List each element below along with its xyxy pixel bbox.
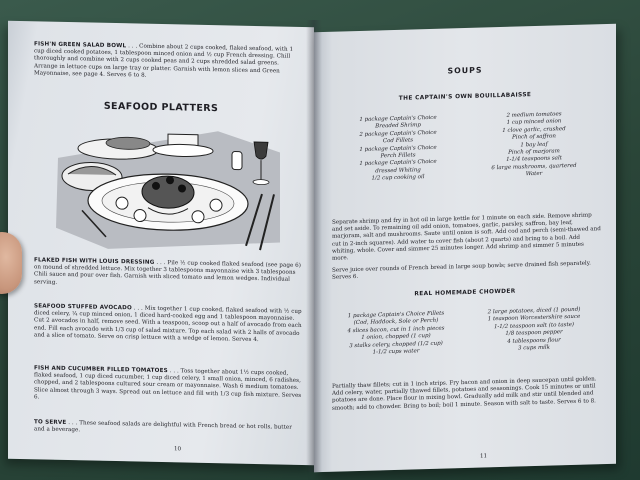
section-title: SEAFOOD PLATTERS (103, 100, 219, 115)
ingredient: 6 large mushrooms, quartered (491, 162, 577, 172)
left-page (8, 21, 314, 465)
ingredient: Cod Fillets (382, 137, 414, 145)
recipe-text: . . . Pile ½ cup cooked flaked seafood (see page 6) on mound of shredded lettuce. Mix together 3 tablespoons mayonnaise with 3 tablespoons Chili sauce and pour over fish. Garnish with sliced tomato and lemon wedges. Individual serving. (34, 259, 301, 286)
ingredient-list-left (328, 114, 468, 185)
ingredient: Water (525, 171, 543, 178)
recipe-louis-dressing (34, 257, 304, 291)
ingredient-list-left (326, 310, 466, 358)
ingredient: 2 large potatoes, diced (1 pound) (487, 306, 581, 316)
book-gutter (306, 20, 322, 472)
ingredient-list-right (464, 306, 604, 354)
intro-recipe (34, 41, 302, 83)
ingredient: 1-1/4 teaspoons salt (506, 155, 562, 164)
recipe-text: . . . Combine about 2 cups cooked, flaked seafood, with 1 cup diced cooked potatoes, 1 tablespoon minced onion and ½ cup French dressing. Chill thoroughly and combine with 2 cups cooked peas and 2 cups shredded salad greens. Arrange in lettuce cups on large tray or platter. Garnish with lemon slices and Green Mayonnaise, see page 4. Serves 6 to 8. (34, 43, 294, 79)
recipe-to-serve (34, 419, 304, 439)
ingredient: Perch Fillets (380, 152, 416, 160)
ingredient: 1 bay leaf (520, 141, 548, 149)
recipe-directions: Partially thaw fillets; cut in 1 inch strips. Fry bacon and onion in deep saucepan until golden. Add celery, water, partially thawed fillets, potatoes and seasonings. Cook 15 minutes or until potatoes are done. Place flour in mixing bowl. Gradually add milk and stir until blended and smooth; add to chowder. Bring to boil; boil 1 minute. Season with salt to taste. Serves 6 to 8. (332, 376, 597, 412)
ingredient: 3 cups milk (517, 344, 551, 352)
right-page (314, 24, 616, 472)
recipe-lead: TO SERVE (34, 419, 67, 427)
ingredient: 1/2 cup cooking oil (371, 174, 425, 182)
recipe-lead: FISH'N GREEN SALAD BOWL (34, 41, 127, 50)
ingredient: 1 package Captain's Choice (359, 159, 437, 168)
ingredient: 4 tablespoons flour (507, 336, 561, 345)
recipe-text: . . . Toss together about 1½ cups cooked, flaked seafood, 1 cup diced cucumber, 1 cup diced celery, 1 small onion, minced, 6 radishes, chopped, and 2 tablespoons cultured sour cream or mayonnaise. Wash 6 medium tomatoes. Slice almost through 3 ways. Spread out on lettuce and fill with 1/3 cup fish mixture. Serves 6. (34, 368, 302, 401)
ingredient: 1 package Captain's Choice Fillets (347, 310, 445, 320)
ingredient: 1 clove garlic, crushed (502, 125, 566, 134)
ingredient: 4 slices bacon, cut in 1 inch pieces (347, 325, 445, 335)
recipe-stuffed-avocado (34, 303, 304, 345)
ingredient: 2 medium tomatoes (506, 111, 562, 119)
recipe-directions: Serve juice over rounds of French bread in large soup bowls; serve drained fish separately. Serves 6. (332, 260, 591, 281)
ingredient-list-right (464, 110, 604, 181)
ingredient: 3 stalks celery, chopped (1/2 cup) (349, 340, 443, 349)
ingredient: 1 package Captain's Choice (359, 114, 437, 123)
recipe-title: THE CAPTAIN'S OWN BOUILLABAISSE (398, 92, 532, 102)
ingredient: 1 package Captain's Choice (359, 144, 437, 153)
ingredient: 2 package Captain's Choice (359, 129, 437, 138)
ingredient: 1 onion, chopped (1 cup) (361, 333, 431, 342)
ingredient: Pinch of saffron (512, 133, 556, 141)
ingredient: dressed Whiting (375, 167, 421, 175)
ingredient: 1-1/2 cups water (372, 348, 420, 356)
page-number: 11 (480, 453, 488, 460)
ingredient: 1 teaspoon Worcestershire sauce (487, 314, 581, 323)
recipe-lead: FLAKED FISH WITH LOUIS DRESSING (34, 257, 155, 266)
ingredient: Pinch of marjoram (508, 148, 560, 156)
recipe-title: REAL HOMEMADE CHOWDER (414, 288, 516, 298)
ingredient: Breaded Shrimp (375, 122, 421, 130)
holding-thumb (0, 232, 22, 294)
ingredient: (Cod, Haddock, Sole or Perch) (353, 318, 439, 327)
ingredient: 1-1/2 teaspoon salt (to taste) (493, 321, 575, 331)
recipe-lead: FISH AND CUCUMBER FILLED TOMATOES (34, 365, 168, 375)
page-number: 10 (174, 446, 182, 453)
recipe-text: . . . Mix together 1 cup cooked, flaked seafood with ½ cup diced celery, ¼ cup minced onion, 1 diced hard-cooked egg and 1 tablespoon mayonnaise. Cut 2 avocados in half, remove seed. With a teaspoon, scoop out a half of avocado from each end. Fill each avocado with 1/3 cup of salad mixture. Top each salad with 2 halls of avocado and a slice of tomato. Serve on crisp lettuce with a wedge of lemon. Serves 4. (34, 305, 302, 343)
section-title: SOUPS (447, 65, 483, 76)
recipe-filled-tomatoes (34, 365, 304, 407)
seafood-platter-illustration (48, 118, 288, 255)
recipe-directions: Separate shrimp and fry in hot oil in large kettle for 1 minute on each side. Remove shrimp and set aside. To remaining oil add onion, tomatoes, garlic, parsley, saffron, bay leaf, marjoram, salt and mushrooms. Saute until onion is soft. Add cod and perch (semi-thawed and cut in 2-inch squares). Add water to cover fish (about 2 quarts) and bring to a boil. Add whiting, whole. Cover and simmer 25 minutes longer. Add shrimp and simmer 5 minutes more. (332, 212, 601, 262)
recipe-text: . . . These seafood salads are delightful with French bread or hot rolls, butter and a beverage. (34, 420, 292, 434)
ingredient: 1/8 teaspoon pepper (505, 329, 563, 338)
recipe-lead: SEAFOOD STUFFED AVOCADO (34, 303, 132, 312)
ingredient: 1 cup minced onion (506, 118, 562, 127)
